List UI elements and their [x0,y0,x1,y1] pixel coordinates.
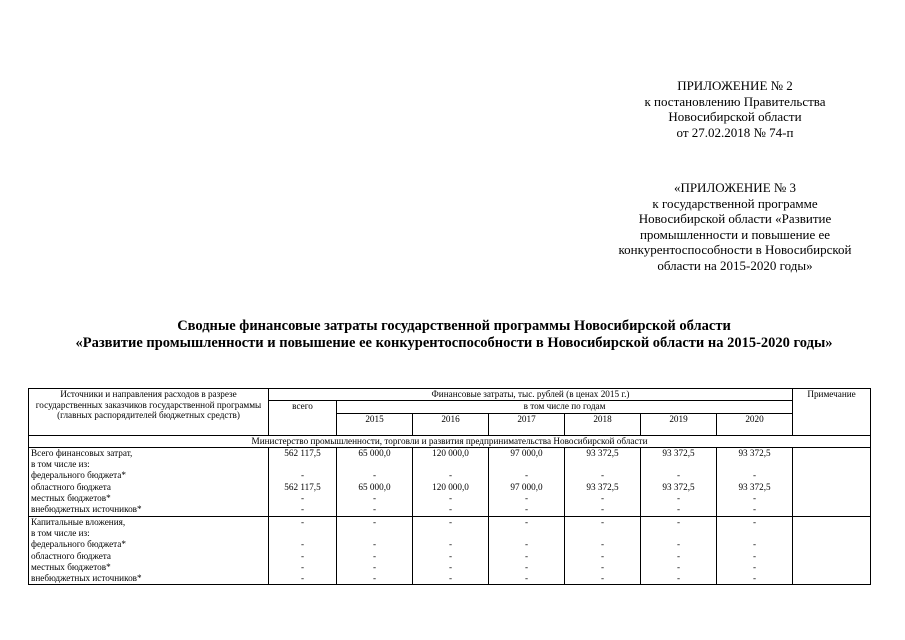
cell-value: - [676,550,681,561]
cell-value: 93 372,5 [662,481,695,492]
header-year: 2020 [717,413,793,435]
value-cell [337,447,413,516]
cell-value: - [372,561,377,572]
cell-value: - [300,573,305,584]
value-cell [489,447,565,516]
row-label: областного бюджета [31,481,111,492]
row-label: федерального бюджета* [31,539,126,550]
appendix-program [590,180,880,273]
appendix-program-line: промышленности и повышение ее [639,226,831,242]
row-label: федерального бюджета* [31,470,126,481]
row-label: в том числе из: [31,527,90,538]
cell-value: 120 000,0 [432,481,469,492]
cell-value: 120 000,0 [432,447,469,458]
note-cell [793,516,871,585]
cell-value [719,459,790,470]
document-title-line1: Сводные финансовые затраты государственной программы Новосибирской области [177,318,731,334]
value-cell [641,516,717,585]
cell-value: - [600,470,605,481]
value-cell [565,447,641,516]
value-cell [413,516,489,585]
value-cell [717,516,793,585]
cell-value: - [448,504,453,515]
cell-value: - [752,561,757,572]
cell-value: - [752,539,757,550]
header-source-column: Источники и направления расходов в разрезе государственных заказчиков государственной программы (главных распорядителей бюджетных средств) [29,389,269,436]
cell-value: 65 000,0 [358,447,391,458]
cell-value: - [600,561,605,572]
appendix-main-line: от 27.02.2018 № 74-п [676,124,794,140]
row-label: местных бюджетов* [31,493,111,504]
row-label: внебюджетных источников* [31,573,142,584]
cell-value [339,459,410,470]
value-cell [413,447,489,516]
header-year: 2019 [641,413,717,435]
cell-value [491,528,562,539]
cell-value: 562 117,5 [284,447,321,458]
cell-value [415,459,486,470]
appendix-program-line: Новосибирской области «Развитие [638,211,832,226]
cell-value: - [676,573,681,584]
financial-costs-table [28,388,871,585]
cell-value: - [752,573,757,584]
cell-value: - [600,504,605,515]
cell-value: - [300,516,305,527]
value-cell [641,447,717,516]
row-label: в том числе из: [31,459,90,470]
cell-value: - [448,493,453,504]
appendix-program-line: к государственной программе [652,195,818,211]
cell-value: - [524,516,529,527]
cell-value: - [300,504,305,515]
cell-value: - [600,539,605,550]
section-ministry: Министерство промышленности, торговли и развития предпринимательства Новосибирской области [29,435,871,447]
cell-value: - [524,550,529,561]
cell-value: - [752,470,757,481]
cell-value: - [300,493,305,504]
cell-value: 93 372,5 [738,481,771,492]
cell-value: - [676,561,681,572]
cell-value: - [372,470,377,481]
cell-value: - [524,561,529,572]
cell-value: 93 372,5 [586,481,619,492]
value-cell [337,516,413,585]
cell-value: - [300,470,305,481]
cell-value [271,528,334,539]
cell-value: - [524,539,529,550]
cell-value: - [524,470,529,481]
row-labels-cell [29,516,269,585]
cell-value [415,528,486,539]
cell-value: - [372,504,377,515]
cell-value: - [448,550,453,561]
cell-value: - [600,493,605,504]
cell-value: - [676,470,681,481]
cell-value: - [676,493,681,504]
appendix-main-line: ПРИЛОЖЕНИЕ № 2 [677,78,793,93]
document-title [20,318,888,352]
cell-value: - [448,470,453,481]
section-row [29,435,871,447]
cell-value: - [752,516,757,527]
header-row [29,389,871,401]
row-labels-cell [29,447,269,516]
cell-value: 97 000,0 [510,447,543,458]
value-cell [717,447,793,516]
cell-value: - [372,493,377,504]
row-label: Всего финансовых затрат, [31,447,133,458]
cell-value: - [448,539,453,550]
cell-value: - [524,573,529,584]
header-year: 2017 [489,413,565,435]
cell-value: 93 372,5 [586,447,619,458]
cell-value: - [448,561,453,572]
header-total: всего [269,401,337,435]
value-cell [565,516,641,585]
appendix-program-line: области на 2015-2020 годы» [657,257,813,273]
cell-value [491,459,562,470]
appendix-program-line: «ПРИЛОЖЕНИЕ № 3 [673,180,797,195]
cell-value: - [372,550,377,561]
cell-value: - [676,539,681,550]
cell-value: - [372,573,377,584]
header-by-years: в том числе по годам [337,401,793,413]
cell-value: - [752,493,757,504]
cell-value: - [524,504,529,515]
table-row-group [29,516,871,585]
cell-value: 562 117,5 [284,481,321,492]
document-title-line2: «Развитие промышленности и повышение ее конкурентоспособности в Новосибирской области на 2015-2020 годы» [75,335,833,351]
appendix-main [600,78,870,140]
cell-value: 65 000,0 [358,481,391,492]
cell-value: - [300,550,305,561]
cell-value: - [752,504,757,515]
header-costs-group: Финансовые затраты, тыс. рублей (в ценах 2015 г.) [269,389,793,401]
cell-value: - [600,516,605,527]
appendix-main-line: к постановлению Правительства [644,93,826,109]
cell-value: - [600,573,605,584]
cell-value [567,459,638,470]
cell-value [643,528,714,539]
cell-value: 93 372,5 [738,447,771,458]
value-cell [269,447,337,516]
cell-value: 93 372,5 [662,447,695,458]
header-year: 2018 [565,413,641,435]
cell-value [719,528,790,539]
cell-value: - [448,573,453,584]
cell-value: - [676,516,681,527]
row-label: внебюджетных источников* [31,504,142,515]
cell-value: 97 000,0 [510,481,543,492]
cell-value: - [300,539,305,550]
appendix-main-line: Новосибирской области [668,109,802,124]
cell-value: - [300,561,305,572]
header-year: 2015 [337,413,413,435]
value-cell [489,516,565,585]
cell-value [339,528,410,539]
cell-value [567,528,638,539]
cell-value [271,459,334,470]
row-label: местных бюджетов* [31,561,111,572]
row-label: Капитальные вложения, [31,516,126,527]
header-year: 2016 [413,413,489,435]
header-note: Примечание [793,389,871,436]
cell-value: - [524,493,529,504]
cell-value: - [676,504,681,515]
cell-value: - [372,539,377,550]
appendix-program-line: конкурентоспособности в Новосибирской [618,242,852,257]
cell-value: - [448,516,453,527]
cell-value [643,459,714,470]
cell-value: - [752,550,757,561]
row-label: областного бюджета [31,550,111,561]
table-row-group [29,447,871,516]
value-cell [269,516,337,585]
note-cell [793,447,871,516]
cell-value: - [600,550,605,561]
cell-value: - [372,516,377,527]
